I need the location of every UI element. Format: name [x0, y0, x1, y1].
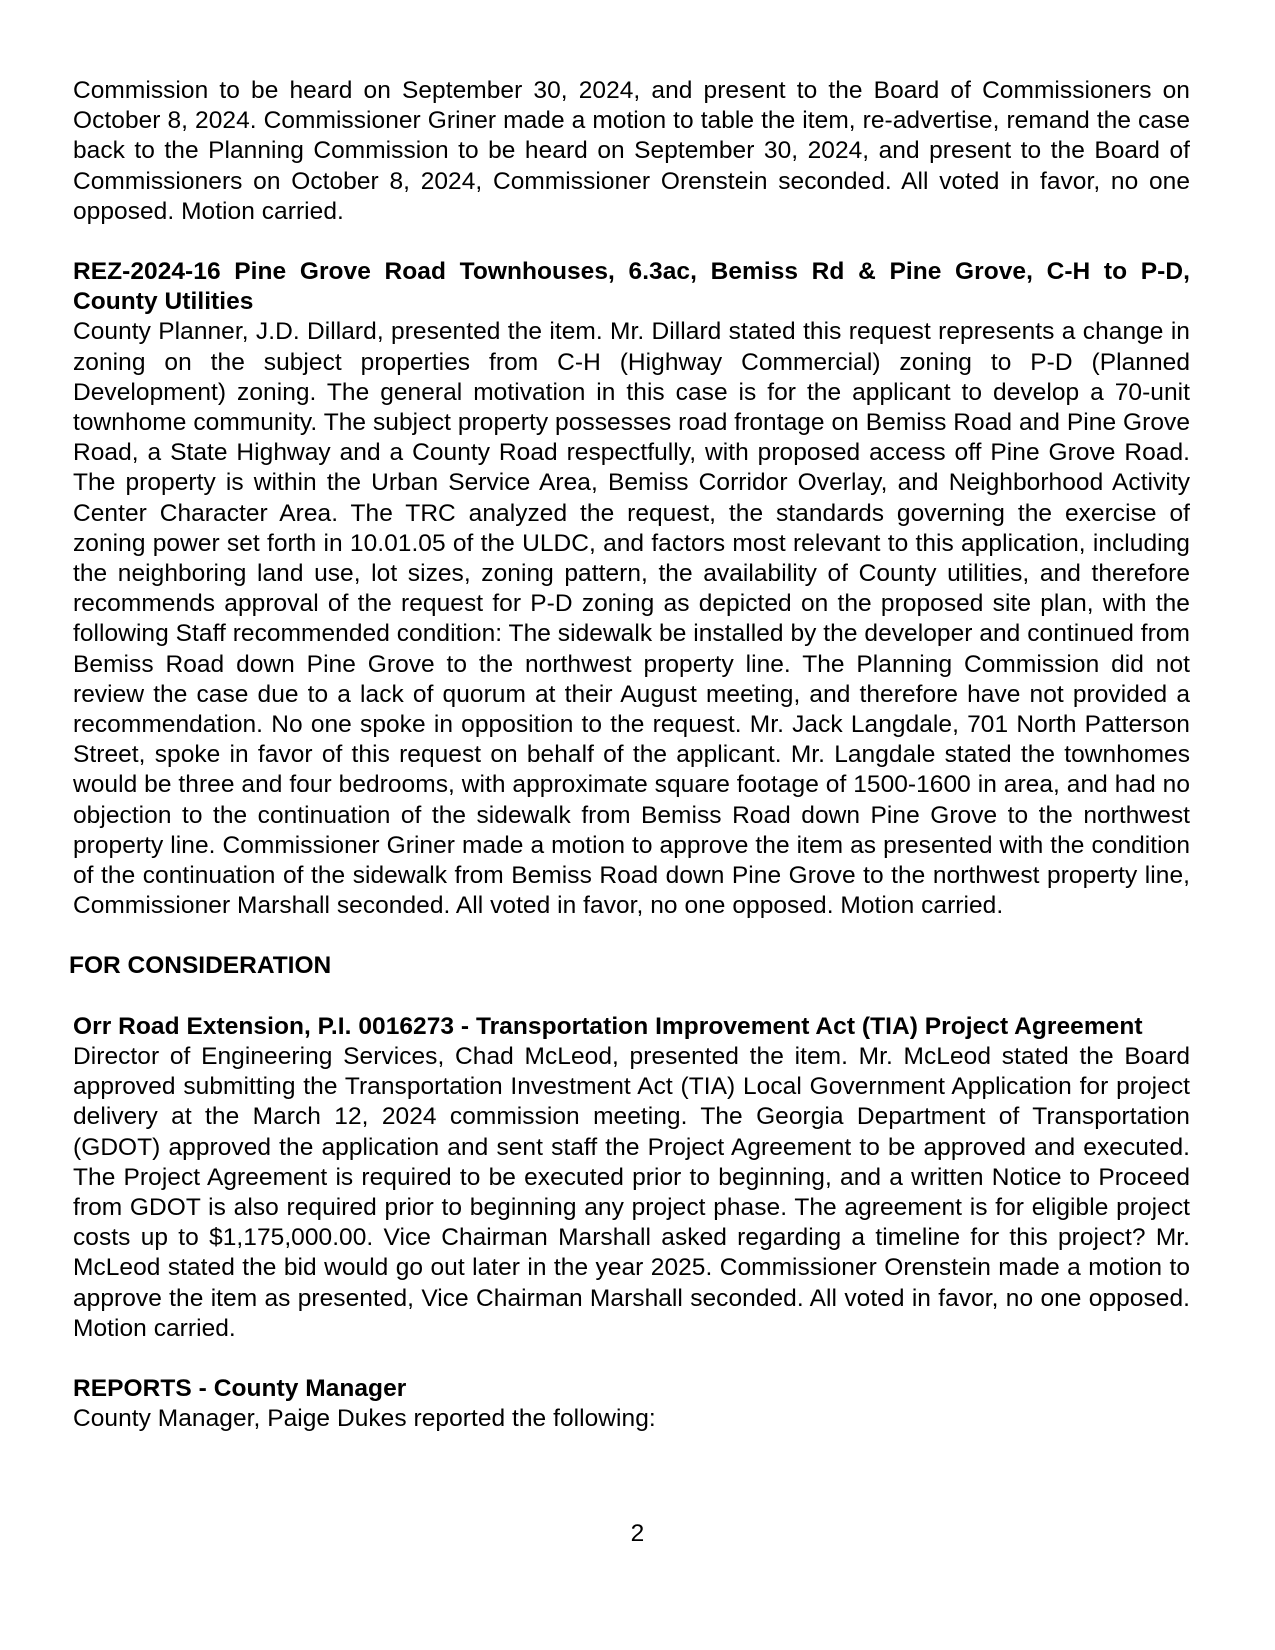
paragraph-spacer — [73, 1344, 1190, 1374]
paragraph-orr-road-body: Director of Engineering Services, Chad McLeod, presented the item. Mr. McLeod stated the Board approved submitting the Transportation Investment Act (TIA) Local Government Application for project delivery at the March 12, 2024 commission meeting. The Georgia Department of Transportation (GDOT) approved the application and sent staff the Project Agreement to be approved and executed. The Project Agreement is required to be executed prior to beginning, and a written Notice to Proceed from GDOT is also required prior to beginning any project phase. The agreement is for eligible project costs up to $1,175,000.00. Vice Chairman Marshall asked regarding a timeline for this project? Mr. McLeod stated the bid would go out later in the year 2025. Commissioner Orenstein made a motion to approve the item as presented, Vice Chairman Marshall seconded. All voted in favor, no one opposed. Motion carried. — [73, 1042, 1190, 1342]
paragraph-rez-2024-16-body: County Planner, J.D. Dillard, presented the item. Mr. Dillard stated this request represents a change in zoning on the subject properties from C-H (Highway Commercial) zoning to P-D (Planned Development) zoning. The general motivation in this case is for the applicant to develop a 70-unit townhome community. The subject property possesses road frontage on Bemiss Road and Pine Grove Road, a State Highway and a County Road respectfully, with proposed access off Pine Grove Road. The property is within the Urban Service Area, Bemiss Corridor Overlay, and Neighborhood Activity Center Character Area. The TRC analyzed the request, the standards governing the exercise of zoning power set forth in 10.01.05 of the ULDC, and factors most relevant to this application, including the neighboring land use, lot sizes, zoning pattern, the availability of County utilities, and therefore recommends approval of the request for P-D zoning as depicted on the proposed site plan, with the following Staff recommended condition: The sidewalk be installed by the developer and continued from Bemiss Road down Pine Grove to the northwest property line. The Planning Commission did not review the case due to a lack of quorum at their August meeting, and therefore have not provided a recommendation. No one spoke in opposition to the request. Mr. Jack Langdale, 701 North Patterson Street, spoke in favor of this request on behalf of the applicant. Mr. Langdale stated the townhomes would be three and four bedrooms, with approximate square footage of 1500-1600 in area, and had no objection to the continuation of the sidewalk from Bemiss Road down Pine Grove to the northwest property line. Commissioner Griner made a motion to approve the item as presented with the condition of the continuation of the sidewalk from Bemiss Road down Pine Grove to the northwest property line, Commissioner Marshall seconded. All voted in favor, no one opposed. Motion carried. — [73, 318, 1190, 920]
section-label-for-consideration: FOR CONSIDERATION — [69, 952, 332, 980]
paragraph-spacer — [73, 921, 1190, 951]
heading-rez-2024-16: REZ-2024-16 Pine Grove Road Townhouses, 6.3ac, Bemiss Rd & Pine Grove, C-H to P-D, County Utilities — [73, 258, 1190, 316]
paragraph-reports-body: County Manager, Paige Dukes reported the following: — [73, 1405, 656, 1433]
paragraph-spacer — [73, 982, 1190, 1012]
page-number: 2 — [630, 1520, 645, 1547]
paragraph-continued-motion: Commission to be heard on September 30, 2024, and present to the Board of Commissioners on October 8, 2024. Commissioner Griner made a motion to table the item, re-advertise, remand the case back to the Planning Commission to be heard on September 30, 2024, and present to the Board of Commissioners on October 8, 2024, Commissioner Orenstein seconded. All voted in favor, no one opposed. Motion carried. — [73, 77, 1190, 225]
heading-reports-county-manager: REPORTS - County Manager — [73, 1374, 407, 1402]
page-content — [69, 76, 1190, 1434]
paragraph-spacer — [73, 227, 1190, 257]
heading-orr-road-extension: Orr Road Extension, P.I. 0016273 - Transportation Improvement Act (TIA) Project Agreement — [73, 1012, 1143, 1040]
